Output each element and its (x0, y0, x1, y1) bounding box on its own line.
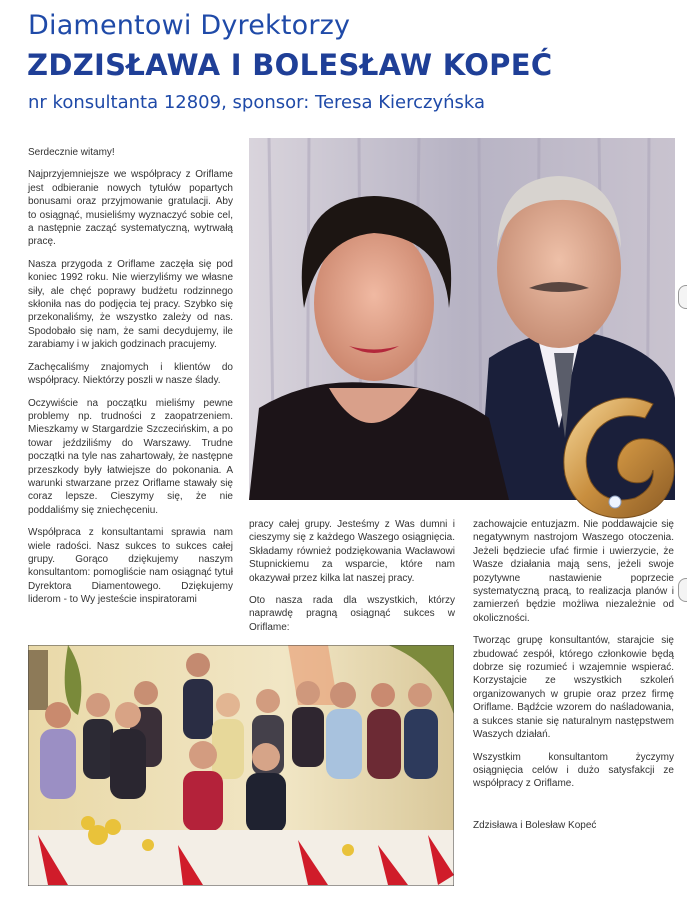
consultant-info: nr konsultanta 12809, sponsor: Teresa Kierczyńska (28, 92, 486, 113)
paragraph: Zachęcaliśmy znajomych i klientów do współpracy. Niektórzy poszli w nasze ślady. (28, 361, 233, 387)
paragraph: Tworząc grupę konsultantów, starajcie się zbudować zespół, którego członkowie będą dobrze się rozumieć i wzajemnie wspierać. Korzystajcie ze wszystkich szkoleń organizowanych w grupie oraz przez firmę Oriflame. Bądźcie wzorem do naśladowania, a sukces stanie się naturalnym następstwem Waszych działań. (473, 635, 674, 741)
article-column-1 (28, 146, 233, 616)
paragraph: Najprzyjemniejsze we współpracy z Oriflame jest odbieranie nowych tytułów popartych bonusami oraz przyjmowanie gratulacji. Aby to osiągnąć, musieliśmy wyznaczyć sobie cel, a następnie zacząć systematyczną, wytrwałą pracę. (28, 169, 233, 248)
page-title: Diamentowi Dyrektorzy (28, 10, 351, 41)
paragraph: Nasza przygoda z Oriflame zaczęła się pod koniec 1992 roku. Nie wierzyliśmy we własne siły, ale chęć poprawy budżetu rodzinnego skłoniła nas do podjęcia tej pracy. Szybko się przekonaliśmy, że wszystko zależy od nas. Spodobało się nam, że sami decydujemy, ile zarabiamy i w jakich godzinach pracujemy. (28, 258, 233, 351)
paragraph: zachowajcie entuzjazm. Nie poddawajcie się negatywnym nastrojom Waszego otoczenia. Jeżeli będziecie ufać firmie i uwierzycie, że Wasze działania mają sens, jeżeli swoje pozytywne nastawienie poprzecie systematyczną pracą, to realizacja planów i zamierzeń będzie możliwa niezależnie od okoliczności. (473, 519, 674, 624)
article-column-2 (249, 518, 455, 643)
paragraph: Oto nasza rada dla wszystkich, którzy naprawdę pragną osiągnąć sukces w Oriflame: (249, 595, 455, 633)
page-edge-tab (678, 285, 687, 309)
gold-ring-image (553, 390, 683, 522)
director-names: ZDZISŁAWA I BOLESŁAW KOPEĆ (27, 48, 553, 82)
signature: Zdzisława i Bolesław Kopeć (473, 819, 597, 831)
paragraph: Wszystkim konsultantom życzymy osiągnięcia celów i dużo satysfakcji ze współpracy z Oriflame. (473, 751, 674, 790)
paragraph: pracy całej grupy. Jesteśmy z Was dumni i cieszymy się z każdego Waszego osiągnięcia. Składamy również podziękowania Wacławowi Stupnickiemu za wsparcie, które nam okazywał przez kilka lat naszej pracy. (249, 519, 455, 584)
article-column-3 (473, 518, 674, 841)
group-photo (28, 645, 454, 886)
greeting: Serdecznie witamy! (28, 147, 115, 158)
page-edge-tab (678, 578, 687, 602)
paragraph: Współpraca z konsultantami sprawia nam wiele radości. Nasz sukces to sukces całej grupy. Gorąco dziękujemy naszym konsultantom: pomogliście nam osiągnąć tytuł Dyrektora Diamentowego. Dziękujemy liderom - to Wy jesteście inspiratorami (28, 527, 233, 606)
paragraph: Oczywiście na początku mieliśmy pewne problemy np. trudności z zaopatrzeniem. Mieszkamy w Stargardzie Szczecińskim, a po towar jeździliśmy do Warszawy. Trudne początki na tyle nas zahartowały, że następne przeszkody były łatwiejsze do pokonania. A warunki stwarzane przez Oriflame stawały się coraz lepsze. Cieszymy się, że nie poddaliśmy się zniechęceniu. (28, 397, 233, 516)
